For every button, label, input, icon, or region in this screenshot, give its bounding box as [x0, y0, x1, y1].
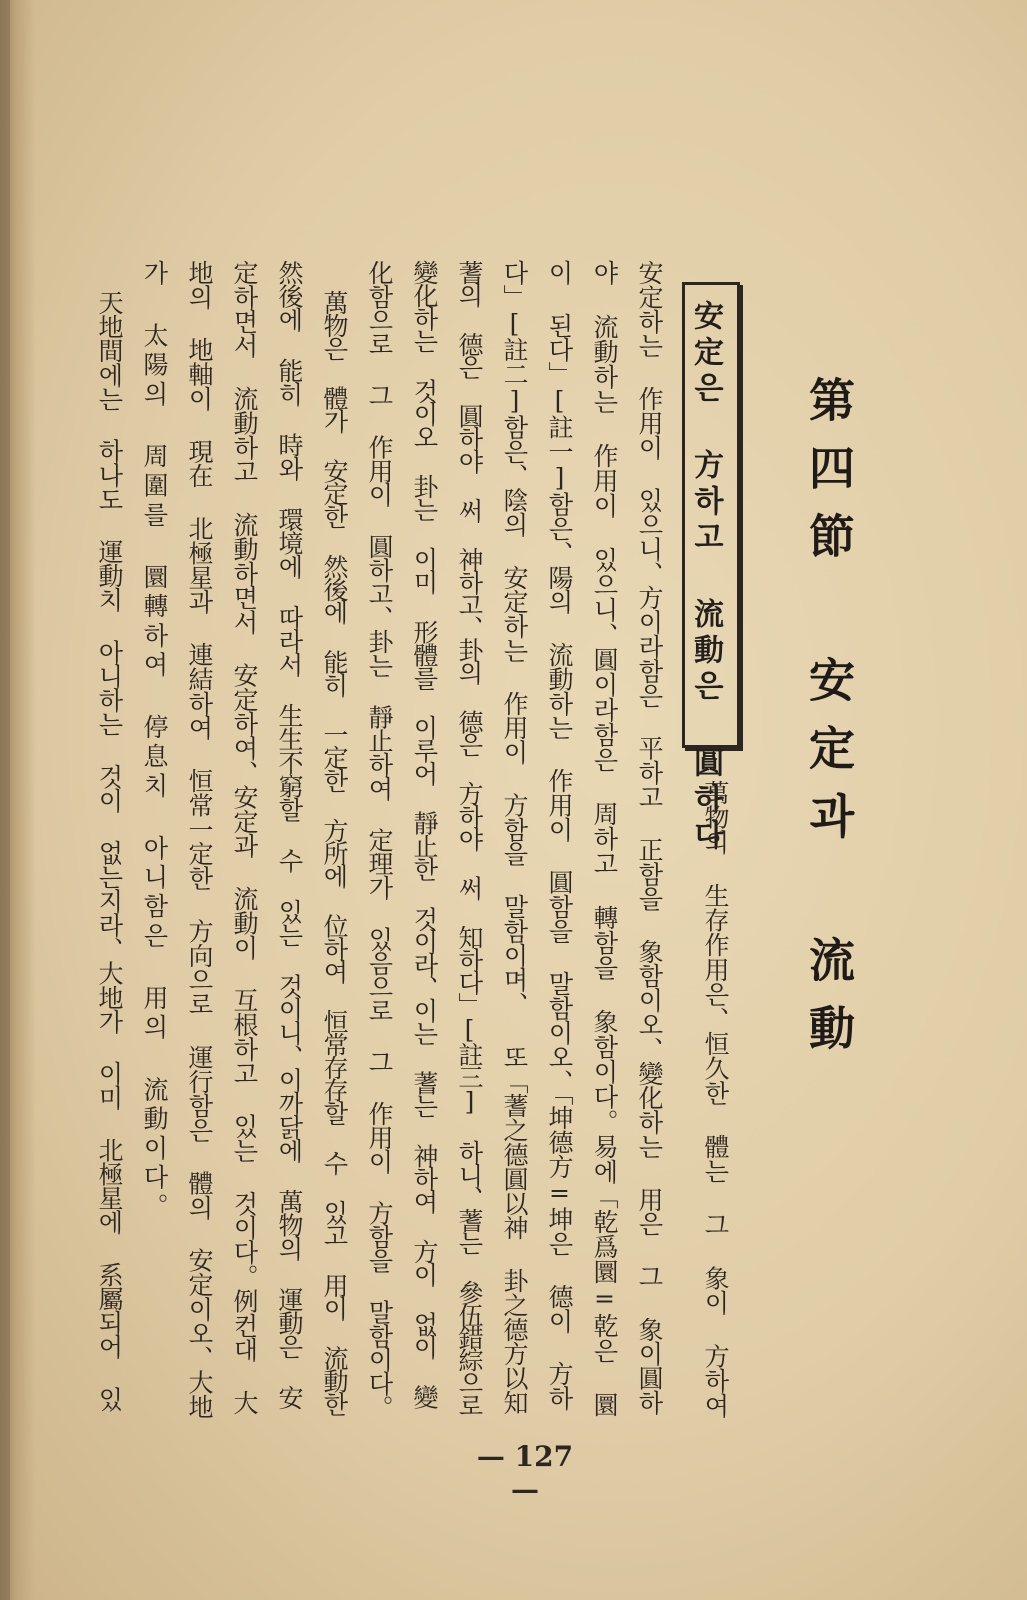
text-column: 化함으로 그 作用이 圓하고、卦는 靜止하여 定理가 있음으로 그 作用이 方함을 말함이다。	[365, 260, 394, 1419]
text-column: 가 太陽의 周圍를 圜轉하여 停息치 아니함은 用의 流動이다。	[140, 260, 169, 1223]
text-column: 然後에 能히 時와 環境에 따라서 生生不窮할 수 있는 것이니、이까닭에 萬物의 運動은 安	[275, 260, 304, 1409]
text-column: 萬物은 體가 安定한 然後에 能히 一定한 方所에 位하여 恒常存存할 수 있고 用이 流動한	[320, 290, 349, 1415]
page-edge	[0, 0, 10, 1600]
section-heading: 安定은 方하고 流動은 圓하다	[688, 300, 723, 855]
page-number: — 127 —	[476, 1440, 574, 1506]
text-column: 定하면서 流動하고 流動하면서 安定하여、安定과 流動이 互根하고 있는 것이다。例컨대 大	[230, 260, 259, 1415]
text-column: 이 된다」[註一]함은、陽의 流動하는 作用이 圓함을 말함이오、「坤德方=坤은 德이 方하	[545, 260, 574, 1410]
text-column: 變化하는 것이오 卦는 이미 形體를 이루어 靜止한 것이라、이는 蓍는 神하여 方이 없이 變	[410, 260, 439, 1408]
text-column: 萬物의 生存作用은、恒久한 體는 그 象이 方하여	[701, 780, 730, 1418]
chapter-title: 第四節 安定과 流動	[802, 376, 856, 1072]
text-column: 天地間에는 하나도 運動치 아니하는 것이 없는지라、大地가 이미 北極星에 系屬되어 있	[95, 290, 124, 1411]
text-column: 蓍의 德은 圓하야 써 神하고、卦의 德은 方하야 써 知하다」[註三] 하니、蓍는 參伍錯綜으로	[455, 260, 484, 1416]
text-column: 地의 地軸이 現在 北極星과 連結하여 恒常一定한 方向으로 運行함은 體의 安定이오、大地	[185, 260, 214, 1419]
text-column: 다」[註二]함은、陰의 安定하는 作用이 方함을 말함이며、 또「蓍之德圓以神 卦之德方以知	[500, 260, 529, 1415]
text-column: 安定하는 作用이 있으니、方이라함은 平하고 正함을 象함이오、變化하는 用은 그 象이圓하	[635, 260, 664, 1415]
text-column: 야 流動하는 作用이 있으니、圓이라함은 周하고 轉함을 象함이다。易에「乾爲圜=乾은 圜	[590, 260, 619, 1417]
